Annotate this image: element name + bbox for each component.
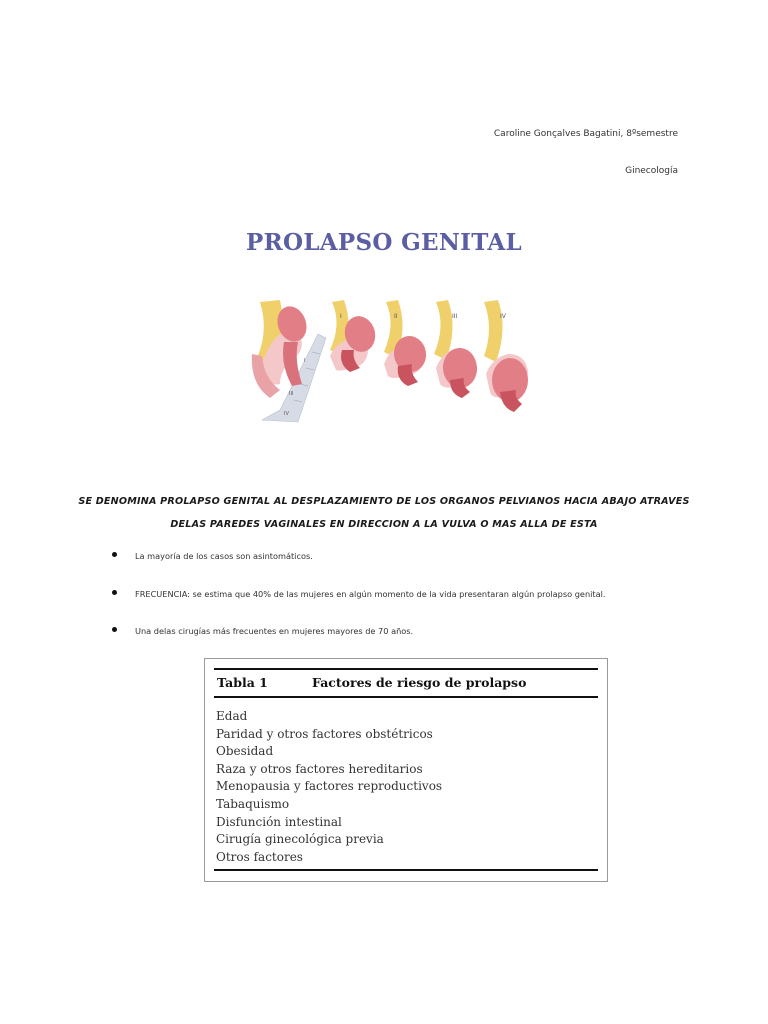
bullet-dot-icon bbox=[112, 590, 117, 595]
prolapse-stages-illustration bbox=[240, 294, 540, 426]
bullet-dot-icon bbox=[112, 627, 117, 632]
list-item-text: FRECUENCIA: se estima que 40% de las mujeres en algún momento de la vida presentaran algún prolapso genital. bbox=[135, 588, 606, 599]
scale-label: IV bbox=[284, 411, 289, 417]
stage-label: IV bbox=[500, 313, 506, 320]
scale-label: III bbox=[289, 391, 294, 397]
definition-line-1: SE DENOMINA PROLAPSO GENITAL AL DESPLAZAMIENTO DE LOS ORGANOS PELVIANOS HACIA ABAJO ATRAVES bbox=[78, 496, 690, 507]
table-row: Cirugía ginecológica previa bbox=[216, 832, 384, 847]
list-item bbox=[112, 589, 606, 627]
risk-factor-list bbox=[216, 708, 442, 866]
table-row: Edad bbox=[216, 709, 248, 723]
table-bottom-rule bbox=[214, 869, 598, 871]
definition-line-2: DELAS PAREDES VAGINALES EN DIRECCION A LA VULVA O MAS ALLA DE ESTA bbox=[170, 519, 598, 530]
table-title: Factores de riesgo de prolapso bbox=[312, 675, 527, 690]
list-item bbox=[112, 551, 606, 589]
table-row: Paridad y otros factores obstétricos bbox=[216, 726, 433, 741]
table-top-rule bbox=[214, 668, 598, 670]
subject-line: Ginecología bbox=[625, 166, 678, 176]
stage-label: III bbox=[452, 313, 458, 320]
table-row: Tabaquismo bbox=[216, 796, 290, 811]
table-row: Menopausia y factores reproductivos bbox=[216, 779, 443, 794]
list-item-text: Una delas cirugías más frecuentes en mujeres mayores de 70 años. bbox=[135, 626, 414, 636]
risk-factors-table bbox=[204, 658, 608, 882]
definition-text bbox=[60, 490, 708, 536]
stage-label: II bbox=[394, 313, 398, 320]
table-label: Tabla 1 bbox=[217, 675, 268, 690]
table-row: Raza y otros factores hereditarios bbox=[216, 761, 423, 776]
list-item-text: La mayoría de los casos son asintomáticos. bbox=[135, 551, 313, 561]
table-header-rule bbox=[214, 696, 598, 698]
bullet-dot-icon bbox=[112, 552, 117, 557]
table-row: Disfunción intestinal bbox=[216, 814, 342, 829]
stage-label: I bbox=[340, 313, 342, 320]
facts-list bbox=[112, 551, 606, 664]
table-row: Otros factores bbox=[216, 849, 303, 864]
page-title: PROLAPSO GENITAL bbox=[245, 229, 523, 256]
author-line: Caroline Gonçalves Bagatini, 8ºsemestre bbox=[493, 129, 678, 139]
table-row: Obesidad bbox=[216, 744, 274, 759]
scale-label: I bbox=[304, 358, 306, 364]
